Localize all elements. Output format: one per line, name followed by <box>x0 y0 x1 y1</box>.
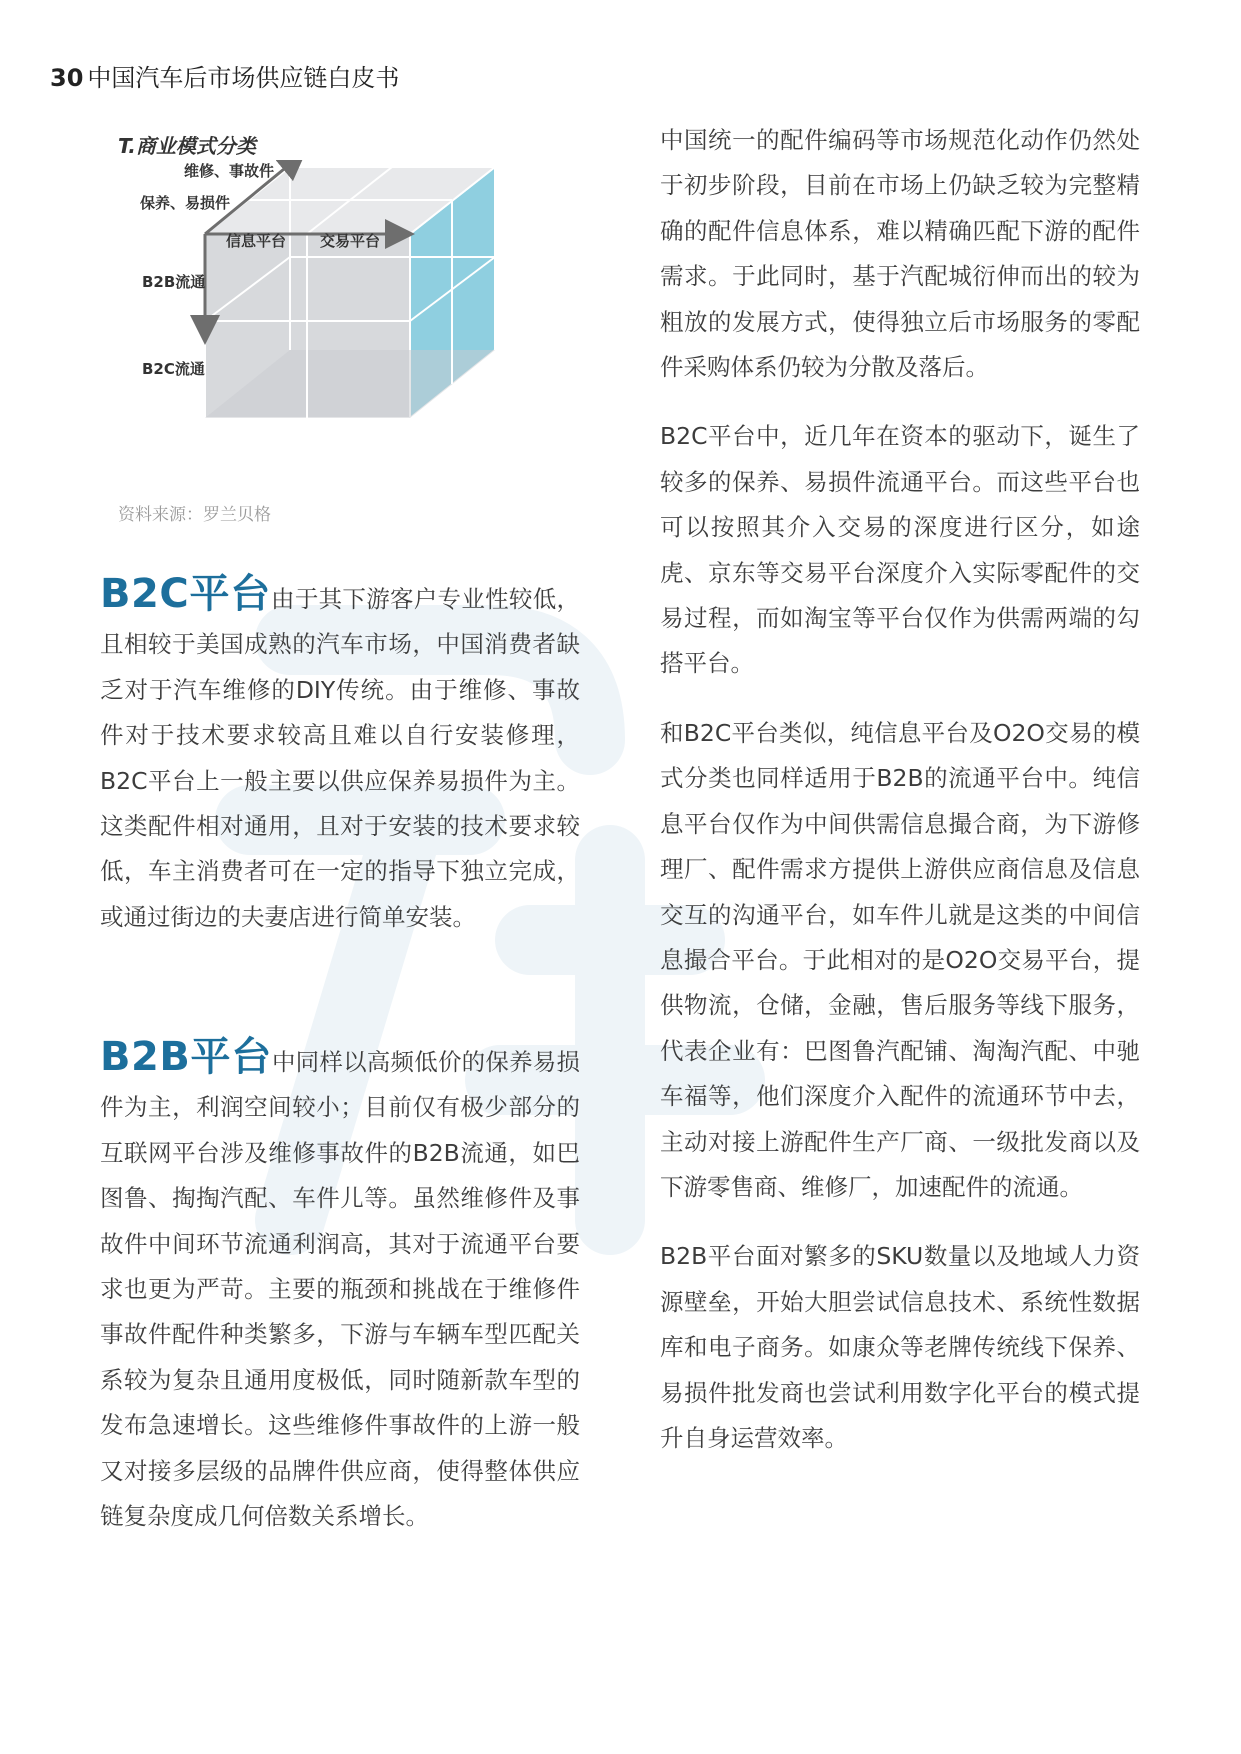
label-b2b-circulation: B2B流通 <box>142 273 206 291</box>
right-column <box>660 118 1140 1485</box>
b2c-body: 由于其下游客户专业性较低，且相较于美国成熟的汽车市场，中国消费者缺乏对于汽车维修的DIY传统。由于维修、事故件对于技术要求较高且难以自行安装修理，B2C平台上一般主要以供应保养易损件为主。这类配件相对通用，且对于安装的技术要求较低，车主消费者可在一定的指导下独立完成，或通过街边的夫妻店进行简单安装。 <box>100 585 580 931</box>
paragraph: B2B平台面对繁多的SKU数量以及地域人力资源壁垒，开始大胆尝试信息技术、系统性数据库和电子商务。如康众等老牌传统线下保养、易损件批发商也尝试利用数字化平台的模式提升自身运营效率。 <box>660 1242 1140 1452</box>
paragraph: 中国统一的配件编码等市场规范化动作仍然处于初步阶段，目前在市场上仍缺乏较为完整精确的配件信息体系，难以精确匹配下游的配件需求。于此同时，基于汽配城衍伸而出的较为粗放的发展方式，使得独立后市场服务的零配件采购体系仍较为分散及落后。 <box>660 126 1140 382</box>
label-b2c-circulation: B2C流通 <box>142 360 205 378</box>
b2b-heading: B2B平台 <box>100 1034 272 1080</box>
document-title: 中国汽车后市场供应链白皮书 <box>87 64 400 92</box>
paragraph: 和B2C平台类似，纯信息平台及O2O交易的模式分类也同样适用于B2B的流通平台中。纯信息平台仅作为中间供需信息撮合商，为下游修理厂、配件需求方提供上游供应商信息及信息交互的沟通平台，如车件儿就是这类的中间信息撮合平台。于此相对的是O2O交易平台，提供物流，仓储，金融，售后服务等线下服务，代表企业有：巴图鲁汽配铺、淘淘汽配、中驰车福等，他们深度介入配件的流通环节中去，主动对接上游配件生产厂商、一级批发商以及下游零售商、维修厂，加速配件的流通。 <box>660 718 1140 1201</box>
label-repair-parts: 维修、事故件 <box>184 162 275 180</box>
b2c-section <box>100 572 580 964</box>
b2b-section <box>100 1035 580 1563</box>
figure-source: 资料来源：罗兰贝格 <box>118 505 271 525</box>
label-maintenance-parts: 保养、易损件 <box>140 194 231 212</box>
label-info-platform: 信息平台 <box>226 232 287 250</box>
page-number: 30 <box>50 64 84 92</box>
figure-title: T.商业模式分类 <box>118 134 256 158</box>
business-model-cube-diagram <box>100 160 580 480</box>
paragraph: B2C平台中，近几年在资本的驱动下，诞生了较多的保养、易损件流通平台。而这些平台也可以按照其介入交易的深度进行区分，如途虎、京东等交易平台深度介入实际零配件的交易过程，而如淘宝等平台仅作为供需两端的勾搭平台。 <box>660 422 1140 678</box>
b2b-body: 中同样以高频低价的保养易损件为主，利润空间较小；目前仅有极少部分的互联网平台涉及维修事故件的B2B流通，如巴图鲁、掏掏汽配、车件儿等。虽然维修件及事故件中间环节流通利润高，其对于流通平台要求也更为严苛。主要的瓶颈和挑战在于维修件事故件配件种类繁多，下游与车辆车型匹配关系较为复杂且通用度极低，同时随新款车型的发布急速增长。这些维修件事故件的上游一般又对接多层级的品牌件供应商，使得整体供应链复杂度成几何倍数关系增长。 <box>100 1048 581 1531</box>
page-header <box>50 58 399 93</box>
label-trade-platform: 交易平台 <box>320 232 381 250</box>
b2c-heading: B2C平台 <box>100 571 272 617</box>
